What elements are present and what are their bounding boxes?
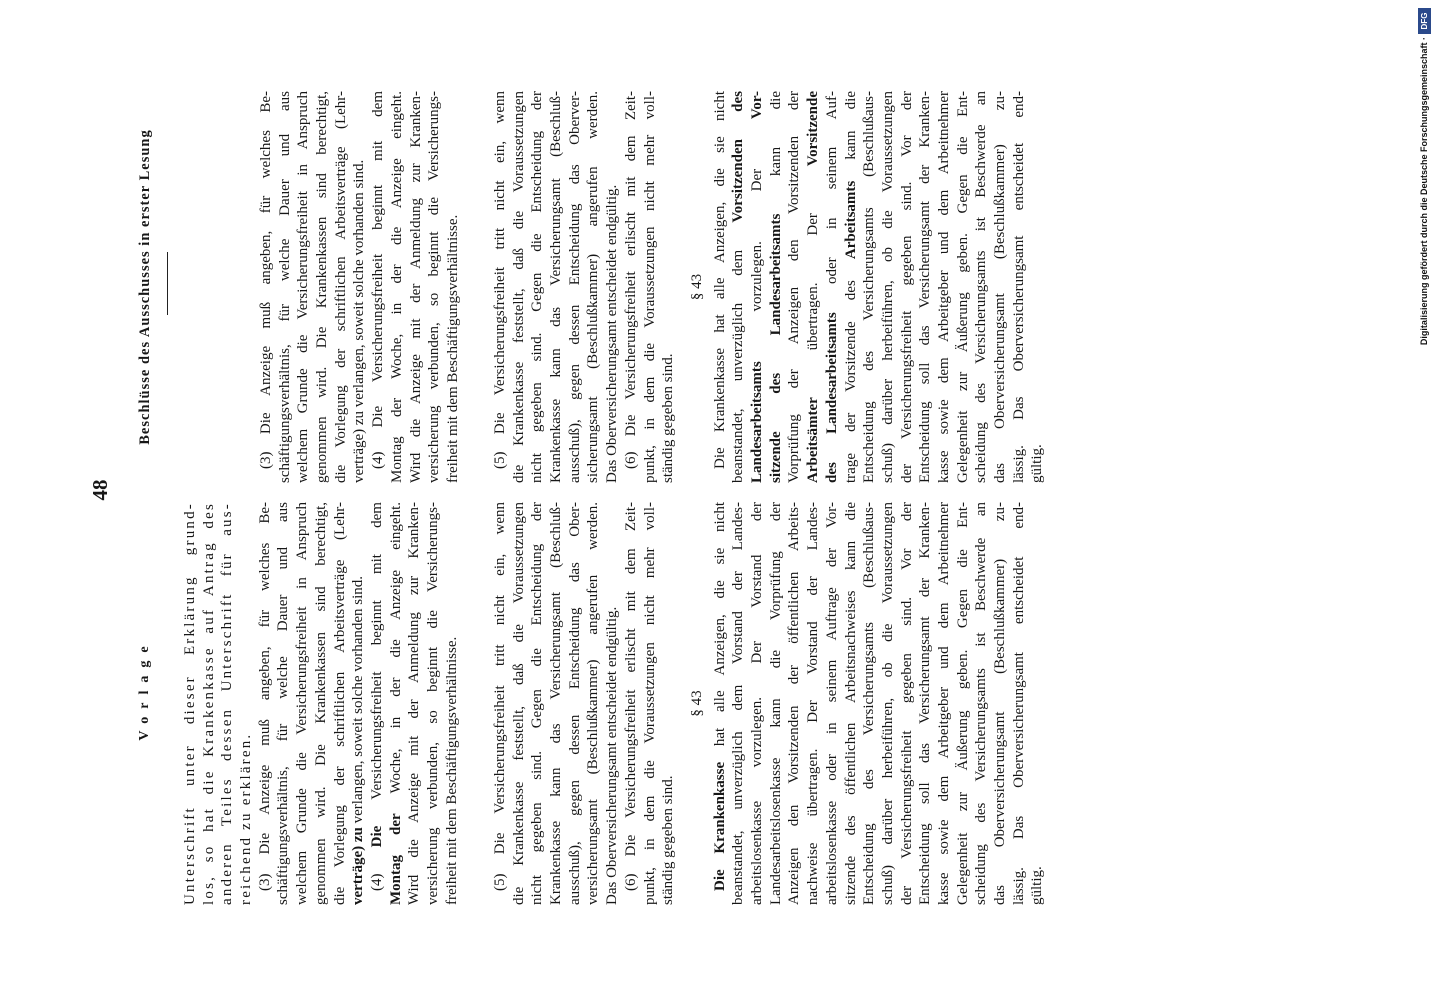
text-line: Wird die Anzeige mit der Anmeldung zur Kranken- [407, 91, 424, 483]
text-line: genommen wird. Die Krankenkassen sind berechtigt, [312, 502, 329, 905]
bold-text-run: Vorsitzende [805, 91, 822, 167]
text-line: (3) Die Anzeige muß angeben, für welches Be- [256, 502, 273, 891]
text-line [368, 502, 387, 905]
text-line: lässig. Das Oberversicherungsamt entscheidet end- [1010, 91, 1027, 483]
text-line: Anzeigen den Vorsitzenden der öffentlichen Arbeits- [786, 502, 803, 905]
text-line: nachweise übertragen. Der Vorstand der Landes- [805, 502, 822, 905]
text-line: Entscheidung soll das Versicherungsamt der Kranken- [917, 91, 934, 483]
text-line: schäftigungsverhältnis, für welche Dauer und aus [276, 91, 293, 483]
text-line: (5) Die Versicherungsfreiheit tritt nicht ein, wenn [492, 502, 508, 891]
text-line [748, 91, 767, 483]
text-line: (6) Die Versicherungsfreiheit erlischt mit dem Zeit- [622, 502, 639, 891]
paragraph [257, 91, 369, 483]
text-line: Das Oberversicherungsamt entscheidet endgültig. [604, 606, 621, 905]
text-line: die Krankenkasse feststellt, daß die Voraussetzungen [510, 502, 527, 905]
text-run: Versicherungsfreiheit beginnt mit dem [368, 502, 385, 826]
text-line: scheidung des Versicherungsamts ist Beschwerde an [973, 502, 990, 905]
text-line: Gelegenheit zur Äußerung geben. Gegen die Ent- [954, 91, 971, 483]
text-line [823, 91, 842, 483]
text-line: Unterschrift unter dieser Erklärung grund- [182, 502, 198, 905]
text-line: Entscheidung des Versicherungsamts (Beschlußaus- [861, 91, 878, 483]
text-line: reichend zu erklären. [238, 732, 255, 905]
bold-text-run: Landesarbeitsamts [749, 361, 766, 483]
text-line: (5) Die Versicherungsfreiheit tritt nicht ein, wenn [492, 91, 508, 469]
text-line: Die Krankenkasse hat alle Anzeigen, die sie nicht [711, 91, 728, 469]
bold-text-run: Arbeitsämter [805, 397, 822, 483]
column-heading-beschluesse: Beschlüsse des Ausschusses in erster Lesung [137, 129, 153, 445]
text-section [181, 502, 461, 905]
heading-divider [167, 252, 168, 315]
page-number: 48 [88, 479, 112, 501]
text-line: scheidung des Versicherungsamts ist Beschwerde an [973, 91, 990, 483]
text-line: ständig gegeben sind. [660, 775, 677, 905]
text-line: welchem Grunde die Versicherungsfreiheit in Anspruch [294, 502, 311, 905]
text-line: schuß) darüber herbeiführen, ob die Voraussetzungen [879, 91, 896, 483]
text-section [491, 91, 678, 483]
column-beschluesse [0, 91, 1100, 483]
text-run: (4) [368, 847, 385, 891]
text-line: anderen Teiles dessen Unterschrift für aus- [219, 502, 236, 905]
bold-text-run: verträge) zu [350, 827, 367, 905]
text-line [387, 502, 406, 905]
text-run: hat alle Anzeigen, die sie nicht [711, 501, 728, 762]
text-line: Krankenkasse kann das Versicherungsamt (Beschluß- [548, 502, 565, 905]
paragraph [256, 502, 368, 905]
text-line: Gelegenheit zur Äußerung geben. Gegen die Ent- [954, 502, 971, 905]
text-line: der Versicherungsfreiheit gegeben sind. Vor der [898, 91, 915, 483]
paragraph [622, 91, 678, 483]
text-line: versicherung verbunden, so beginnt die Versicherungs- [426, 91, 443, 483]
text-run: beanstandet, unverzüglich dem [730, 222, 747, 483]
paragraph [181, 502, 256, 905]
text-line: versicherungsamt (Beschlußkammer) angerufen werden. [585, 502, 602, 905]
bold-text-run: Vorsitzenden des [730, 91, 747, 223]
bold-text-run: Die [368, 825, 385, 848]
text-line [804, 91, 823, 483]
text-line: los, so hat die Krankenkasse auf Antrag des [200, 502, 217, 905]
text-line: arbeitslosenkasse vorzulegen. Der Vorstand der [749, 502, 766, 905]
text-line: Montag der Woche, in der die Anzeige eingeht. [388, 91, 405, 483]
section-heading: § 43 [689, 273, 705, 301]
text-line: Wird die Anzeige mit der Anmeldung zur Kranken- [406, 502, 423, 905]
text-line: genommen wird. Die Krankenkassen sind berechtigt, [314, 91, 331, 483]
text-run: kann die [767, 91, 784, 214]
bold-text-run: des Landesarbeitsamts [823, 312, 840, 483]
text-line [842, 91, 861, 483]
text-run: trage der Vorsitzende des [842, 259, 859, 483]
text-run: verlangen, soweit solche vorhanden sind. [350, 575, 367, 828]
text-line: der Versicherungsfreiheit gegeben sind. Vor der [898, 502, 915, 905]
bold-text-run: Montag der [387, 813, 404, 905]
text-line: die Vorlegung der schriftlichen Arbeitsverträge (Lehr- [331, 502, 348, 905]
text-section [491, 502, 678, 905]
text-line: schuß) darüber herbeiführen, ob die Voraussetzungen [879, 502, 896, 905]
digitization-credit: Digitalisierung gefördert durch die Deutsche Forschungsgemeinschaft · [1419, 37, 1429, 346]
text-line [711, 502, 730, 905]
dfg-logo: DFG [1418, 8, 1431, 34]
text-section [688, 91, 1047, 483]
column-heading-vorlage: Vorlage [137, 638, 152, 741]
paragraph [622, 502, 678, 905]
paragraph [368, 502, 461, 905]
bold-text-run: Vor- [749, 91, 766, 120]
text-line: Vorprüfung der Anzeigen den Vorsitzenden der [786, 91, 803, 483]
column-vorlage [0, 502, 1100, 905]
text-line: nicht gegeben sind. Gegen die Entscheidung der [529, 502, 546, 905]
text-line: kasse sowie dem Arbeitgeber und dem Arbeitnehmer [935, 91, 952, 483]
text-line: (3) Die Anzeige muß angeben, für welches Be- [258, 91, 274, 469]
text-line [729, 91, 748, 483]
text-line: Entscheidung des Versicherungsamts (Beschlußaus- [861, 502, 878, 905]
text-section [257, 91, 463, 483]
bold-text-run: Arbeitsamts [842, 180, 859, 260]
text-line: welchem Grunde die Versicherungsfreiheit in Anspruch [295, 91, 312, 483]
text-line: das Oberversicherungsamt (Beschlußkammer) zu- [992, 502, 1008, 905]
text-line: Krankenkasse kann das Versicherungsamt (Beschluß- [548, 91, 565, 483]
text-line: Das Oberversicherungsamt entscheidet endgültig. [604, 184, 621, 483]
text-run: übertragen. Der [805, 166, 822, 398]
text-line [767, 91, 786, 483]
text-line: (6) Die Versicherungsfreiheit erlischt mit dem Zeit- [622, 91, 639, 469]
text-run: oder in seinem Auf- [823, 91, 840, 313]
text-run: Woche, in der die Anzeige eingeht. [387, 502, 404, 814]
paragraph [369, 91, 462, 483]
text-line: (4) Die Versicherungsfreiheit beginnt mit dem [370, 91, 387, 469]
text-line: die Krankenkasse feststellt, daß die Voraussetzungen [510, 91, 527, 483]
text-line: das Oberversicherungsamt (Beschlußkammer) zu- [992, 91, 1008, 483]
section-heading: § 43 [689, 690, 705, 717]
text-line: verträge) zu verlangen, soweit solche vorhanden sind. [351, 159, 368, 483]
paragraph [491, 91, 622, 483]
text-section [688, 502, 1047, 905]
text-line: sitzende des öffentlichen Arbeitsnachweises kann die [842, 502, 859, 905]
text-line: freiheit mit dem Beschäftigungsverhältnisse. [444, 214, 461, 483]
text-line: Entscheidung soll das Versicherungsamt der Kranken- [917, 502, 934, 905]
paragraph [711, 502, 1047, 905]
text-run: kann die [842, 91, 859, 181]
text-line: ausschuß), gegen dessen Entscheidung das Oberver- [566, 91, 583, 483]
text-line: gültig. [1029, 444, 1046, 483]
text-line: nicht gegeben sind. Gegen die Entscheidung der [529, 91, 546, 483]
text-line: die Vorlegung der schriftlichen Arbeitsverträge (Lehr- [332, 91, 349, 483]
text-line: lässig. Das Oberversicherungsamt entscheidet end- [1010, 502, 1027, 905]
bold-text-run: Die Krankenkasse [711, 761, 728, 891]
text-line: Landesarbeitslosenkasse kann die Vorprüfung der [767, 502, 784, 905]
text-line: arbeitslosenkasse oder in seinem Auftrage der Vor- [823, 502, 840, 905]
text-run: vorzulegen. Der [749, 119, 766, 362]
text-line [349, 502, 368, 905]
paragraph [711, 91, 1047, 483]
text-line: punkt, in dem die Voraussetzungen nicht mehr voll- [641, 91, 658, 483]
text-line: schäftigungsverhältnis, für welche Dauer und aus [275, 502, 292, 905]
text-line: sicherungsamt (Beschlußkammer) angerufen werden. [585, 91, 602, 483]
text-line: ständig gegeben sind. [660, 353, 677, 483]
text-line: ausschuß), gegen dessen Entscheidung das Ober- [566, 502, 583, 905]
text-line: freiheit mit dem Beschäftigungsverhältnisse. [443, 636, 460, 905]
paragraph [491, 502, 622, 905]
text-line: beanstandet, unverzüglich dem Vorstand der Landes- [730, 502, 747, 905]
text-line: kasse sowie dem Arbeitgeber und dem Arbeitnehmer [935, 502, 952, 905]
text-line: versicherung verbunden, so beginnt die Versicherungs- [424, 502, 441, 905]
bold-text-run: sitzende des Landesarbeitsamts [767, 213, 784, 483]
text-line: gültig. [1029, 866, 1046, 905]
text-line: punkt, in dem die Voraussetzungen nicht mehr voll- [641, 502, 658, 905]
